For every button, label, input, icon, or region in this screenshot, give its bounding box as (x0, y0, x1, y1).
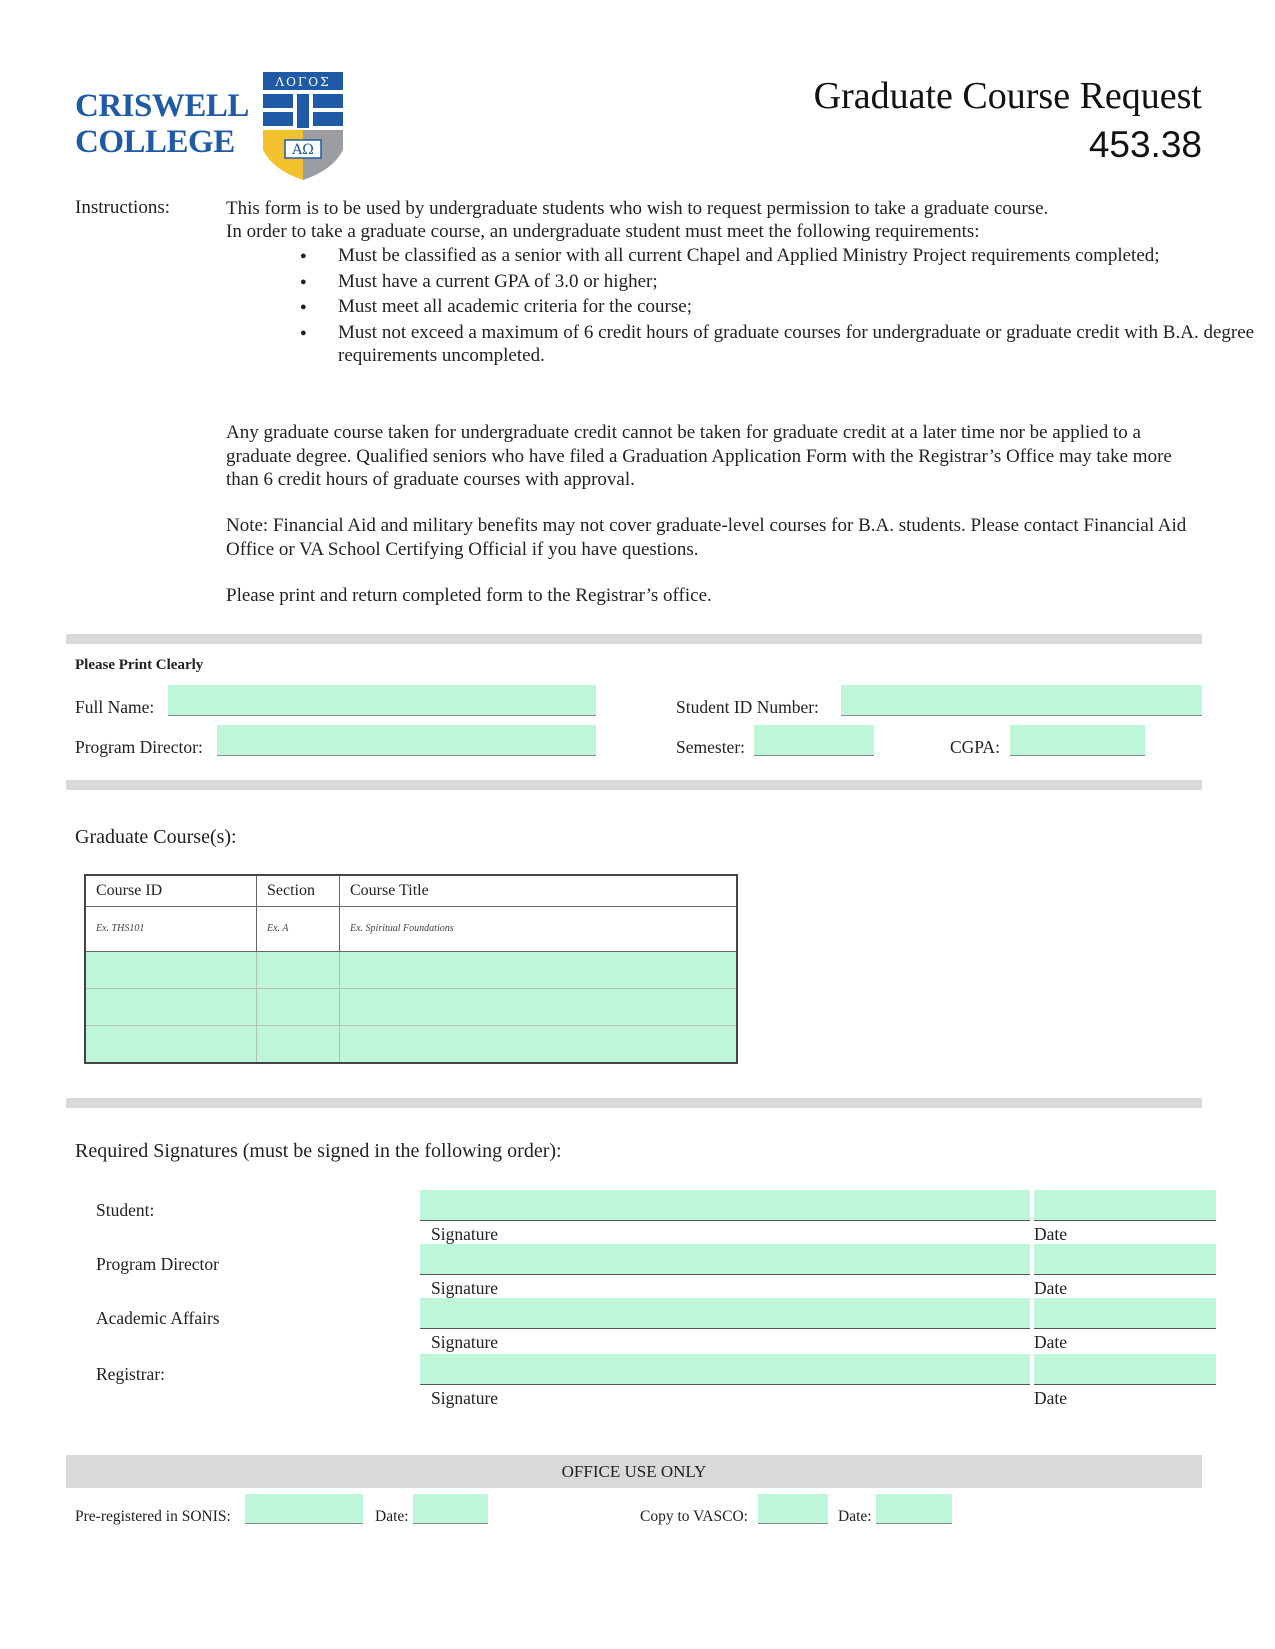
academic-affairs-date-field[interactable] (1034, 1298, 1216, 1329)
academic-affairs-signature-field[interactable] (420, 1298, 1030, 1329)
note-paragraph: Note: Financial Aid and military benefits may not cover graduate-level courses for B.A. students. Please contact Financial Aid Office or VA School Certifying Official if you have questions. (226, 515, 1187, 560)
credit-paragraph: Any graduate course taken for undergraduate credit cannot be taken for graduate credit at a later time nor be applied to a graduate degree. Qualified seniors who have filed a Graduation Application Form with the Registrar’s Office may take more than 6 credit hours of graduate courses with approval. (226, 422, 1172, 490)
instructions-label: Instructions: (75, 197, 170, 218)
vasco-date-label: Date: (838, 1508, 872, 1525)
column-header: Course Title (340, 875, 738, 907)
full-name-field[interactable] (168, 685, 596, 716)
form-number: 453.38 (1088, 124, 1202, 165)
logo-line-2: COLLEGE (75, 124, 235, 160)
student-id-label: Student ID Number: (676, 697, 819, 717)
date-caption: Date (1034, 1332, 1068, 1352)
signature-caption: Signature (431, 1388, 499, 1408)
table-row (85, 952, 737, 989)
college-logo-text (75, 88, 249, 160)
instructions-line-2: In order to take a graduate course, an undergraduate student must meet the following requirements: (226, 221, 980, 242)
section-divider (66, 634, 1202, 644)
column-header: Section (257, 875, 340, 907)
column-header: Course ID (85, 875, 257, 907)
sonis-field[interactable] (245, 1494, 363, 1524)
print-clearly-heading: Please Print Clearly (75, 657, 204, 673)
form-title: Graduate Course Request (813, 75, 1202, 117)
signer-label-program-director: Program Director (96, 1254, 219, 1274)
vasco-date-field[interactable] (876, 1494, 952, 1524)
vasco-field[interactable] (758, 1494, 828, 1524)
example-cell: Ex. THS101 (85, 907, 257, 952)
requirement-item: ● Must be classified as a senior with all current Chapel and Applied Ministry Project requirements completed; (338, 244, 1268, 268)
office-use-heading: OFFICE USE ONLY (561, 1462, 707, 1481)
courses-heading: Graduate Course(s): (75, 826, 237, 848)
full-name-label: Full Name: (75, 697, 155, 717)
sonis-date-field[interactable] (413, 1494, 488, 1524)
signature-caption: Signature (431, 1224, 499, 1244)
student-id-field[interactable] (841, 685, 1202, 716)
course-id-input[interactable] (85, 1026, 257, 1064)
course-id-input[interactable] (85, 952, 257, 989)
signature-caption: Signature (431, 1332, 499, 1352)
section-divider (66, 1098, 1202, 1108)
requirement-item: ● Must have a current GPA of 3.0 or higher; (338, 270, 1268, 294)
cgpa-field[interactable] (1010, 725, 1145, 756)
registrar-signature-field[interactable] (420, 1354, 1030, 1385)
semester-label: Semester: (676, 737, 746, 757)
logo-greek-text: ΛΟΓΟΣ (275, 75, 331, 89)
section-input[interactable] (257, 1026, 340, 1064)
course-title-input[interactable] (340, 952, 738, 989)
student-signature-field[interactable] (420, 1190, 1030, 1221)
date-caption: Date (1034, 1278, 1068, 1298)
section-input[interactable] (257, 989, 340, 1026)
requirement-item: ● Must meet all academic criteria for the course; (338, 295, 1268, 319)
signer-label-registrar: Registrar: (96, 1364, 166, 1384)
table-row (85, 989, 737, 1026)
section-input[interactable] (257, 952, 340, 989)
program-director-signature-field[interactable] (420, 1244, 1030, 1275)
cgpa-label: CGPA: (950, 737, 1000, 757)
student-date-field[interactable] (1034, 1190, 1216, 1221)
logo-line-1: CRISWELL (75, 88, 249, 124)
instructions-line-1: This form is to be used by undergraduate students who wish to request permission to take a graduate course. (226, 198, 1049, 219)
logo-alpha-omega-text: ΑΩ (292, 142, 314, 158)
table-header-row (85, 875, 737, 907)
sonis-label: Pre-registered in SONIS: (75, 1508, 231, 1525)
requirements-list (226, 244, 1268, 370)
office-use-bar (66, 1455, 1202, 1488)
program-director-date-field[interactable] (1034, 1244, 1216, 1275)
return-paragraph: Please print and return completed form to the Registrar’s office. (226, 585, 712, 606)
example-cell: Ex. A (257, 907, 340, 952)
program-director-label: Program Director: (75, 737, 203, 757)
course-title-input[interactable] (340, 989, 738, 1026)
date-caption: Date (1034, 1388, 1068, 1408)
course-id-input[interactable] (85, 989, 257, 1026)
course-title-input[interactable] (340, 1026, 738, 1064)
program-director-field[interactable] (217, 725, 596, 756)
courses-table (84, 874, 738, 1064)
table-row (85, 1026, 737, 1064)
registrar-date-field[interactable] (1034, 1354, 1216, 1385)
section-divider (66, 780, 1202, 790)
signer-label-academic-affairs: Academic Affairs (96, 1308, 220, 1328)
college-crest-icon (263, 72, 343, 180)
signatures-heading: Required Signatures (must be signed in the following order): (75, 1140, 562, 1162)
semester-field[interactable] (754, 725, 874, 756)
signer-label-student: Student: (96, 1200, 155, 1220)
example-row (85, 907, 737, 952)
sonis-date-label: Date: (375, 1508, 409, 1525)
signature-caption: Signature (431, 1278, 499, 1298)
requirement-item: ● Must not exceed a maximum of 6 credit hours of graduate courses for undergraduate or graduate credit with B.A. degree requirements uncompleted. (338, 321, 1268, 368)
date-caption: Date (1034, 1224, 1068, 1244)
vasco-label: Copy to VASCO: (640, 1508, 748, 1525)
example-cell: Ex. Spiritual Foundations (340, 907, 738, 952)
